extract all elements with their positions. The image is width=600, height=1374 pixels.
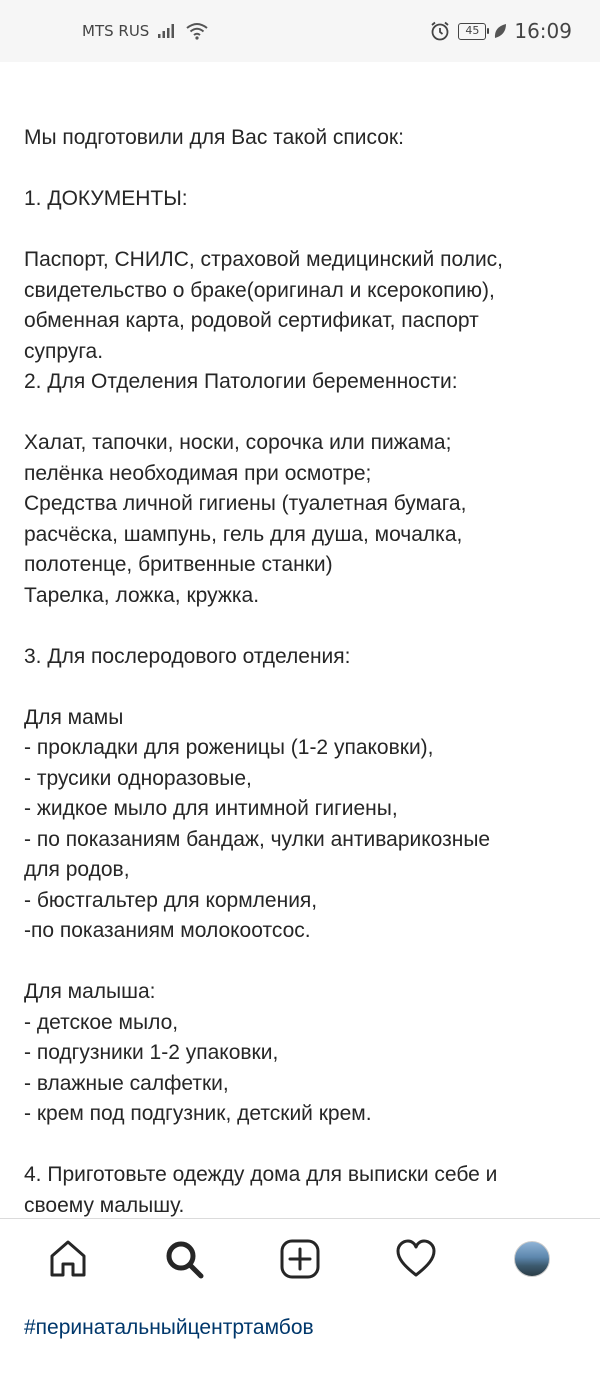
caption-line: супруга. xyxy=(24,339,104,363)
caption-line: пелёнка необходимая при осмотре; xyxy=(24,461,372,485)
clock-time: 16:09 xyxy=(514,19,572,43)
alarm-icon xyxy=(429,20,451,42)
caption-line xyxy=(24,947,584,978)
caption-line: Мы подготовили для Вас такой список: xyxy=(24,126,404,149)
bottom-nav xyxy=(0,1218,600,1299)
nav-profile-button[interactable] xyxy=(502,1229,562,1289)
status-right xyxy=(429,19,572,43)
caption-line: обменная карта, родовой сертификат, паспорт xyxy=(24,309,479,332)
heart-icon xyxy=(395,1238,437,1280)
caption-lines xyxy=(24,123,584,1252)
caption-line: свидетельство о браке(оригинал и ксерокопию), xyxy=(24,278,495,302)
caption-line: Халат, тапочки, носки, сорочка или пижама; xyxy=(24,431,452,454)
post-caption xyxy=(24,62,584,1339)
caption-line: - прокладки для роженицы (1-2 упаковки), xyxy=(24,736,434,759)
caption-line xyxy=(24,154,584,185)
caption-line xyxy=(24,611,584,642)
caption-line: своему малышу. xyxy=(24,1193,185,1217)
caption-line: -по показаниям молокоотсос. xyxy=(24,919,311,942)
status-bar xyxy=(0,0,600,62)
caption-line xyxy=(24,1130,584,1161)
caption-line: Для малыша: xyxy=(24,980,156,1003)
caption-line: - подгузники 1-2 упаковки, xyxy=(24,1041,279,1064)
caption-line: - бюстгальтер для кормления, xyxy=(24,888,318,912)
caption-line: 2. Для Отделения Патологии беременности: xyxy=(24,370,458,393)
nav-search-button[interactable] xyxy=(154,1229,214,1289)
caption-line: - жидкое мыло для интимной гигиены, xyxy=(24,797,398,820)
caption-line: - крем под подгузник, детский крем. xyxy=(24,1102,372,1125)
battery-icon xyxy=(458,23,486,40)
caption-line: - детское мыло, xyxy=(24,1010,179,1034)
nav-activity-button[interactable] xyxy=(386,1229,446,1289)
nav-new-post-button[interactable] xyxy=(270,1229,330,1289)
caption-line xyxy=(24,398,584,429)
caption-line: для родов, xyxy=(24,858,130,881)
caption-line: - влажные салфетки, xyxy=(24,1071,229,1095)
profile-avatar xyxy=(514,1241,550,1277)
caption-line: Тарелка, ложка, кружка. xyxy=(24,583,260,607)
caption-line: полотенце, бритвенные станки) xyxy=(24,553,333,576)
caption-line: 4. Приготовьте одежду дома для выписки себе и xyxy=(24,1163,498,1186)
caption-line: 1. ДОКУМЕНТЫ: xyxy=(24,187,188,210)
caption-line: - по показаниям бандаж, чулки антиварикозные xyxy=(24,827,491,851)
caption-line: Средства личной гигиены (туалетная бумага, xyxy=(24,492,467,515)
caption-line: - трусики одноразовые, xyxy=(24,766,252,790)
wifi-icon xyxy=(185,22,209,40)
caption-line xyxy=(24,672,584,703)
caption-line: 3. Для послеродового отделения: xyxy=(24,644,351,668)
hashtag-link[interactable]: #перинатальныйцентртамбов xyxy=(24,1315,314,1339)
nav-home-button[interactable] xyxy=(38,1229,98,1289)
new-post-icon xyxy=(279,1238,321,1280)
carrier-name: MTS RUS xyxy=(82,22,150,40)
home-icon xyxy=(47,1238,89,1280)
caption-line: расчёска, шампунь, гель для душа, мочалка, xyxy=(24,522,463,546)
battery-level: 45 xyxy=(465,23,480,37)
caption-line: Для мамы xyxy=(24,705,124,729)
leaf-icon xyxy=(493,23,507,39)
signal-icon xyxy=(157,23,177,39)
caption-line: Паспорт, СНИЛС, страховой медицинский полис, xyxy=(24,248,504,271)
caption-line xyxy=(24,215,584,246)
search-icon xyxy=(163,1238,205,1280)
status-left xyxy=(82,22,209,40)
